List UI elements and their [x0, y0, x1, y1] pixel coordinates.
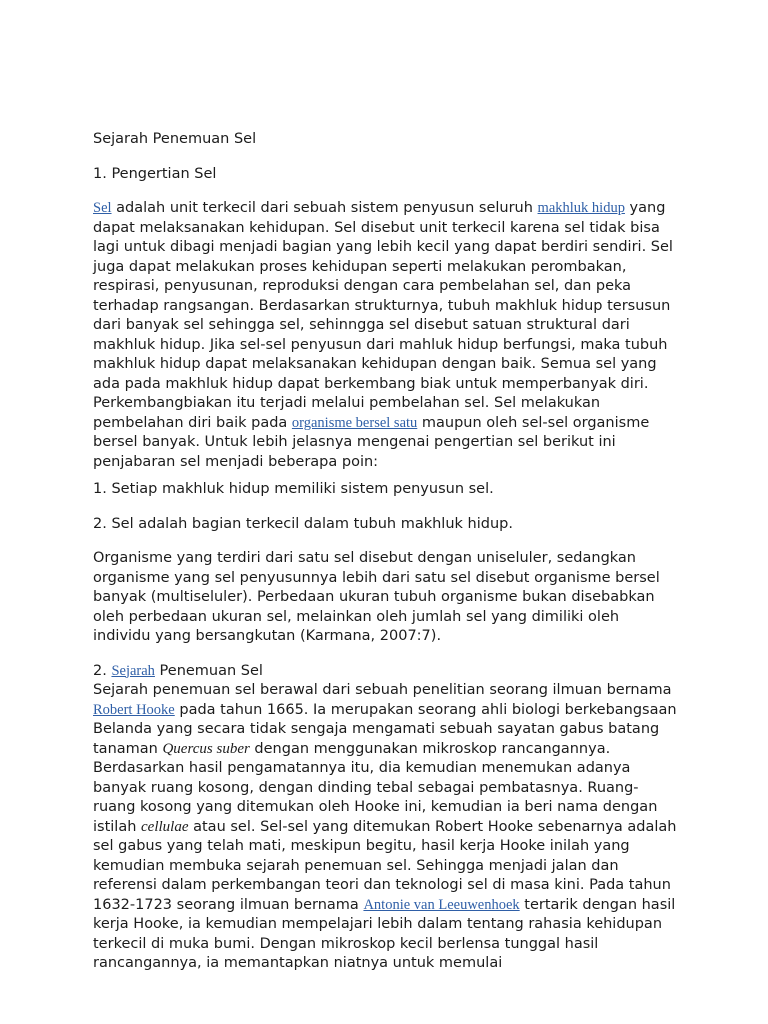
link-sejarah[interactable]: Sejarah [111, 662, 155, 679]
text-span: atau sel. Sel-sel yang ditemukan Robert Hooke sebenarnya adalah sel gabus yang telah mati, meskipun begitu, hasil kerja Hooke inilah yang kemudian membuka sejarah penemuan sel. Sehingga menjadi jalan dan referensi dalam perkembangan teori dan teknologi sel di masa kini. Pada tahun 1632-1723 seorang ilmuan bernama [93, 818, 677, 913]
section-heading-pengertian: 1. Pengertian Sel [93, 165, 217, 182]
paragraph-pengertian-sel [93, 199, 678, 472]
paragraph-sejarah-penemuan [93, 681, 678, 974]
text-span: pada tahun 1665. Ia merupakan seorang ahli biologi berkebangsaan Belanda yang secara tidak sengaja mengamati sebuah sayatan gabus batang tanaman [93, 701, 677, 757]
list-item: 2. Sel adalah bagian terkecil dalam tubuh makhluk hidup. [93, 515, 513, 532]
heading-number: 2. [93, 662, 112, 679]
list-item: 1. Setiap makhluk hidup memiliki sistem penyusun sel. [93, 481, 494, 497]
link-organisme-bersel-satu[interactable]: organisme bersel satu [291, 414, 418, 431]
link-antonie-van-leeuwenhoek[interactable]: Antonie van Leeuwenhoek [363, 896, 520, 913]
italic-term-cellulae: cellulae [141, 818, 189, 835]
text-span: yang dapat melaksanakan kehidupan. Sel disebut unit terkecil karena sel tidak bisa lagi untuk dibagi menjadi bagian yang lebih kecil yang dapat berdiri sendiri. Sel juga dapat melakukan proses kehidupan seperti melakukan perombakan, respirasi, penyusunan, reproduksi dengan cara pembelahan sel, dan peka terhadap rangsangan. Berdasarkan strukturnya, tubuh makhluk hidup tersusun dari banyak sel sehingga sel, sehinngga sel disebut satuan struktural dari makhluk hidup. Jika sel-sel penyusun dari mahluk hidup berfungsi, maka tubuh makhluk hidup dapat melaksanakan kehidupan dengan baik. Semua sel yang ada pada makhluk hidup dapat berkembang biak untuk memperbanyak diri. Perkembangbiakan itu terjadi melalui pembelahan sel. Sel melakukan pembelahan diri baik pada [93, 200, 673, 431]
document-page [93, 130, 678, 974]
link-makhluk-hidup[interactable]: makhluk hidup [537, 200, 625, 216]
document-title: Sejarah Penemuan Sel [93, 131, 257, 147]
heading-text: Penemuan Sel [154, 662, 263, 679]
section-heading-sejarah [93, 662, 678, 682]
text-span: adalah unit terkecil dari sebuah sistem penyusun seluruh [111, 200, 538, 216]
text-span: maupun oleh sel-sel organisme bersel banyak. Untuk lebih jelasnya mengenai pengertian sel berikut ini penjabaran sel menjadi beberapa poin: [93, 414, 650, 470]
text-span: tertarik dengan hasil kerja Hooke, ia kemudian mempelajari lebih dalam tentang rahasia kehidupan terkecil di muka bumi. Dengan mikroskop kecil berlensa tunggal hasil rancangannya, ia memantapkan niatnya untuk memulai [93, 896, 676, 971]
paragraph-organisme: Organisme yang terdiri dari satu sel disebut dengan uniseluler, sedangkan organisme yang sel penyusunnya lebih dari satu sel disebut organisme bersel banyak (multiseluler). Perbedaan ukuran tubuh organisme bukan disebabkan oleh perbedaan ukuran sel, melainkan oleh jumlah sel yang dimiliki oleh individu yang bersangkutan (Karmana, 2007:7). [93, 550, 660, 644]
text-span: Sejarah penemuan sel berawal dari sebuah penelitian seorang ilmuan bernama [93, 682, 672, 698]
link-sel[interactable]: Sel [93, 200, 112, 216]
italic-term-quercus-suber: Quercus suber [162, 740, 250, 757]
link-robert-hooke[interactable]: Robert Hooke [93, 701, 175, 718]
text-span: dengan menggunakan mikroskop rancangannya. Berdasarkan hasil pengamatannya itu, dia kemudian menemukan adanya banyak ruang kosong, dengan dinding tebal sebagai pembatasnya. Ruang-ruang kosong yang ditemukan oleh Hooke ini, kemudian ia beri nama dengan istilah [93, 740, 658, 835]
